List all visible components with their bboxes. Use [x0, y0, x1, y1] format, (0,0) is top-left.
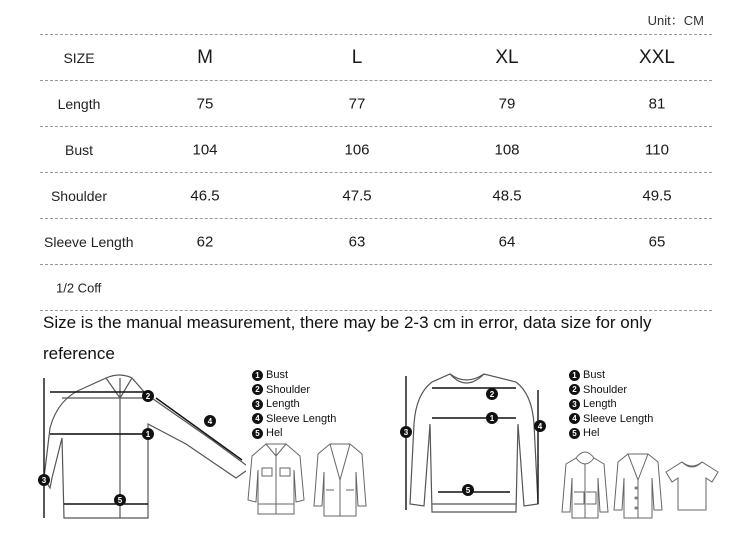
legend-item	[569, 426, 653, 441]
header-xxl: XXL	[639, 46, 675, 68]
number-4-icon: 4	[569, 413, 580, 424]
row-label: Length	[57, 95, 101, 112]
row-label: Shoulder	[50, 187, 108, 204]
unit-label: Unit：CM	[647, 13, 704, 28]
table-cell: 106	[344, 141, 370, 158]
legend-left	[252, 368, 336, 441]
table-cell: 79	[498, 95, 516, 112]
legend-item	[569, 397, 653, 412]
legend-item	[252, 397, 336, 412]
number-2-icon: 2	[252, 384, 263, 395]
tshirt-thumbnail-icon	[664, 458, 720, 514]
number-1-icon: 1	[569, 370, 580, 381]
number-5-icon: 5	[252, 428, 263, 439]
legend-label: Shoulder	[266, 383, 311, 396]
row-label: Sleeve Length	[44, 233, 134, 250]
blazer-thumbnail-icon	[312, 440, 368, 520]
table-cell: 49.5	[642, 187, 672, 204]
number-3-icon: 3	[569, 399, 580, 410]
table-cell: 65	[648, 233, 666, 250]
cardigan-thumbnail-icon	[612, 450, 664, 522]
jacket-thumbnail-icon	[246, 440, 306, 520]
legend-label: Length	[583, 398, 617, 410]
svg-text:1: 1	[489, 414, 495, 423]
table-row	[40, 173, 712, 219]
row-label: 1/2 Coff	[56, 280, 102, 295]
shirt-diagram-icon	[36, 368, 246, 528]
number-4-icon: 4	[252, 413, 263, 424]
svg-text:2: 2	[489, 390, 495, 399]
table-cell: 64	[498, 233, 516, 250]
legend-label: Length	[266, 398, 300, 410]
legend-item	[252, 426, 336, 441]
legend-label: Bust	[583, 369, 606, 381]
table-cell: 63	[348, 233, 366, 250]
legend-right	[569, 368, 653, 441]
table-cell: 104	[192, 141, 218, 158]
table-row	[40, 265, 712, 311]
legend-item	[569, 412, 653, 427]
legend-label: Bust	[266, 369, 289, 381]
measurement-note: Size is the manual measurement, there may be 2-3 cm in error, data size for only reference	[43, 313, 652, 363]
hoodie-thumbnail-icon	[560, 448, 610, 522]
legend-label: Sleeve Length	[583, 412, 654, 425]
number-3-icon: 3	[252, 399, 263, 410]
svg-text:4: 4	[537, 422, 543, 431]
table-cell: 110	[645, 141, 669, 158]
table-cell: 77	[348, 95, 366, 112]
header-xl: XL	[495, 46, 519, 68]
table-row	[40, 219, 712, 265]
table-cell: 75	[196, 95, 214, 112]
size-table	[40, 34, 712, 311]
legend-label: Shoulder	[583, 383, 628, 396]
header-l: L	[351, 46, 363, 68]
table-cell: 108	[494, 141, 520, 158]
table-cell: 47.5	[342, 187, 372, 204]
legend-label: Sleeve Length	[266, 412, 337, 425]
legend-item	[569, 383, 653, 398]
svg-text:4: 4	[207, 417, 213, 426]
legend-item	[252, 368, 336, 383]
header-m: M	[197, 46, 213, 68]
number-5-icon: 5	[569, 428, 580, 439]
svg-text:3: 3	[403, 428, 409, 437]
legend-label: Hel	[266, 427, 283, 439]
legend-item	[252, 383, 336, 398]
table-cell: 62	[196, 233, 214, 250]
legend-label: Hel	[583, 427, 600, 439]
svg-text:5: 5	[117, 496, 123, 505]
row-label: Bust	[64, 141, 93, 158]
legend-item	[569, 368, 653, 383]
table-cell: 48.5	[492, 187, 522, 204]
table-row	[40, 127, 712, 173]
number-2-icon: 2	[569, 384, 580, 395]
sweater-diagram-icon	[398, 364, 550, 524]
table-cell: 46.5	[190, 187, 220, 204]
table-row	[40, 81, 712, 127]
table-header-row	[40, 34, 712, 81]
svg-text:5: 5	[465, 486, 471, 495]
svg-text:3: 3	[41, 476, 47, 485]
svg-text:1: 1	[145, 430, 151, 439]
number-1-icon: 1	[252, 370, 263, 381]
header-size: SIZE	[63, 49, 95, 66]
svg-text:2: 2	[145, 392, 151, 401]
table-cell: 81	[648, 95, 666, 112]
legend-item	[252, 412, 336, 427]
